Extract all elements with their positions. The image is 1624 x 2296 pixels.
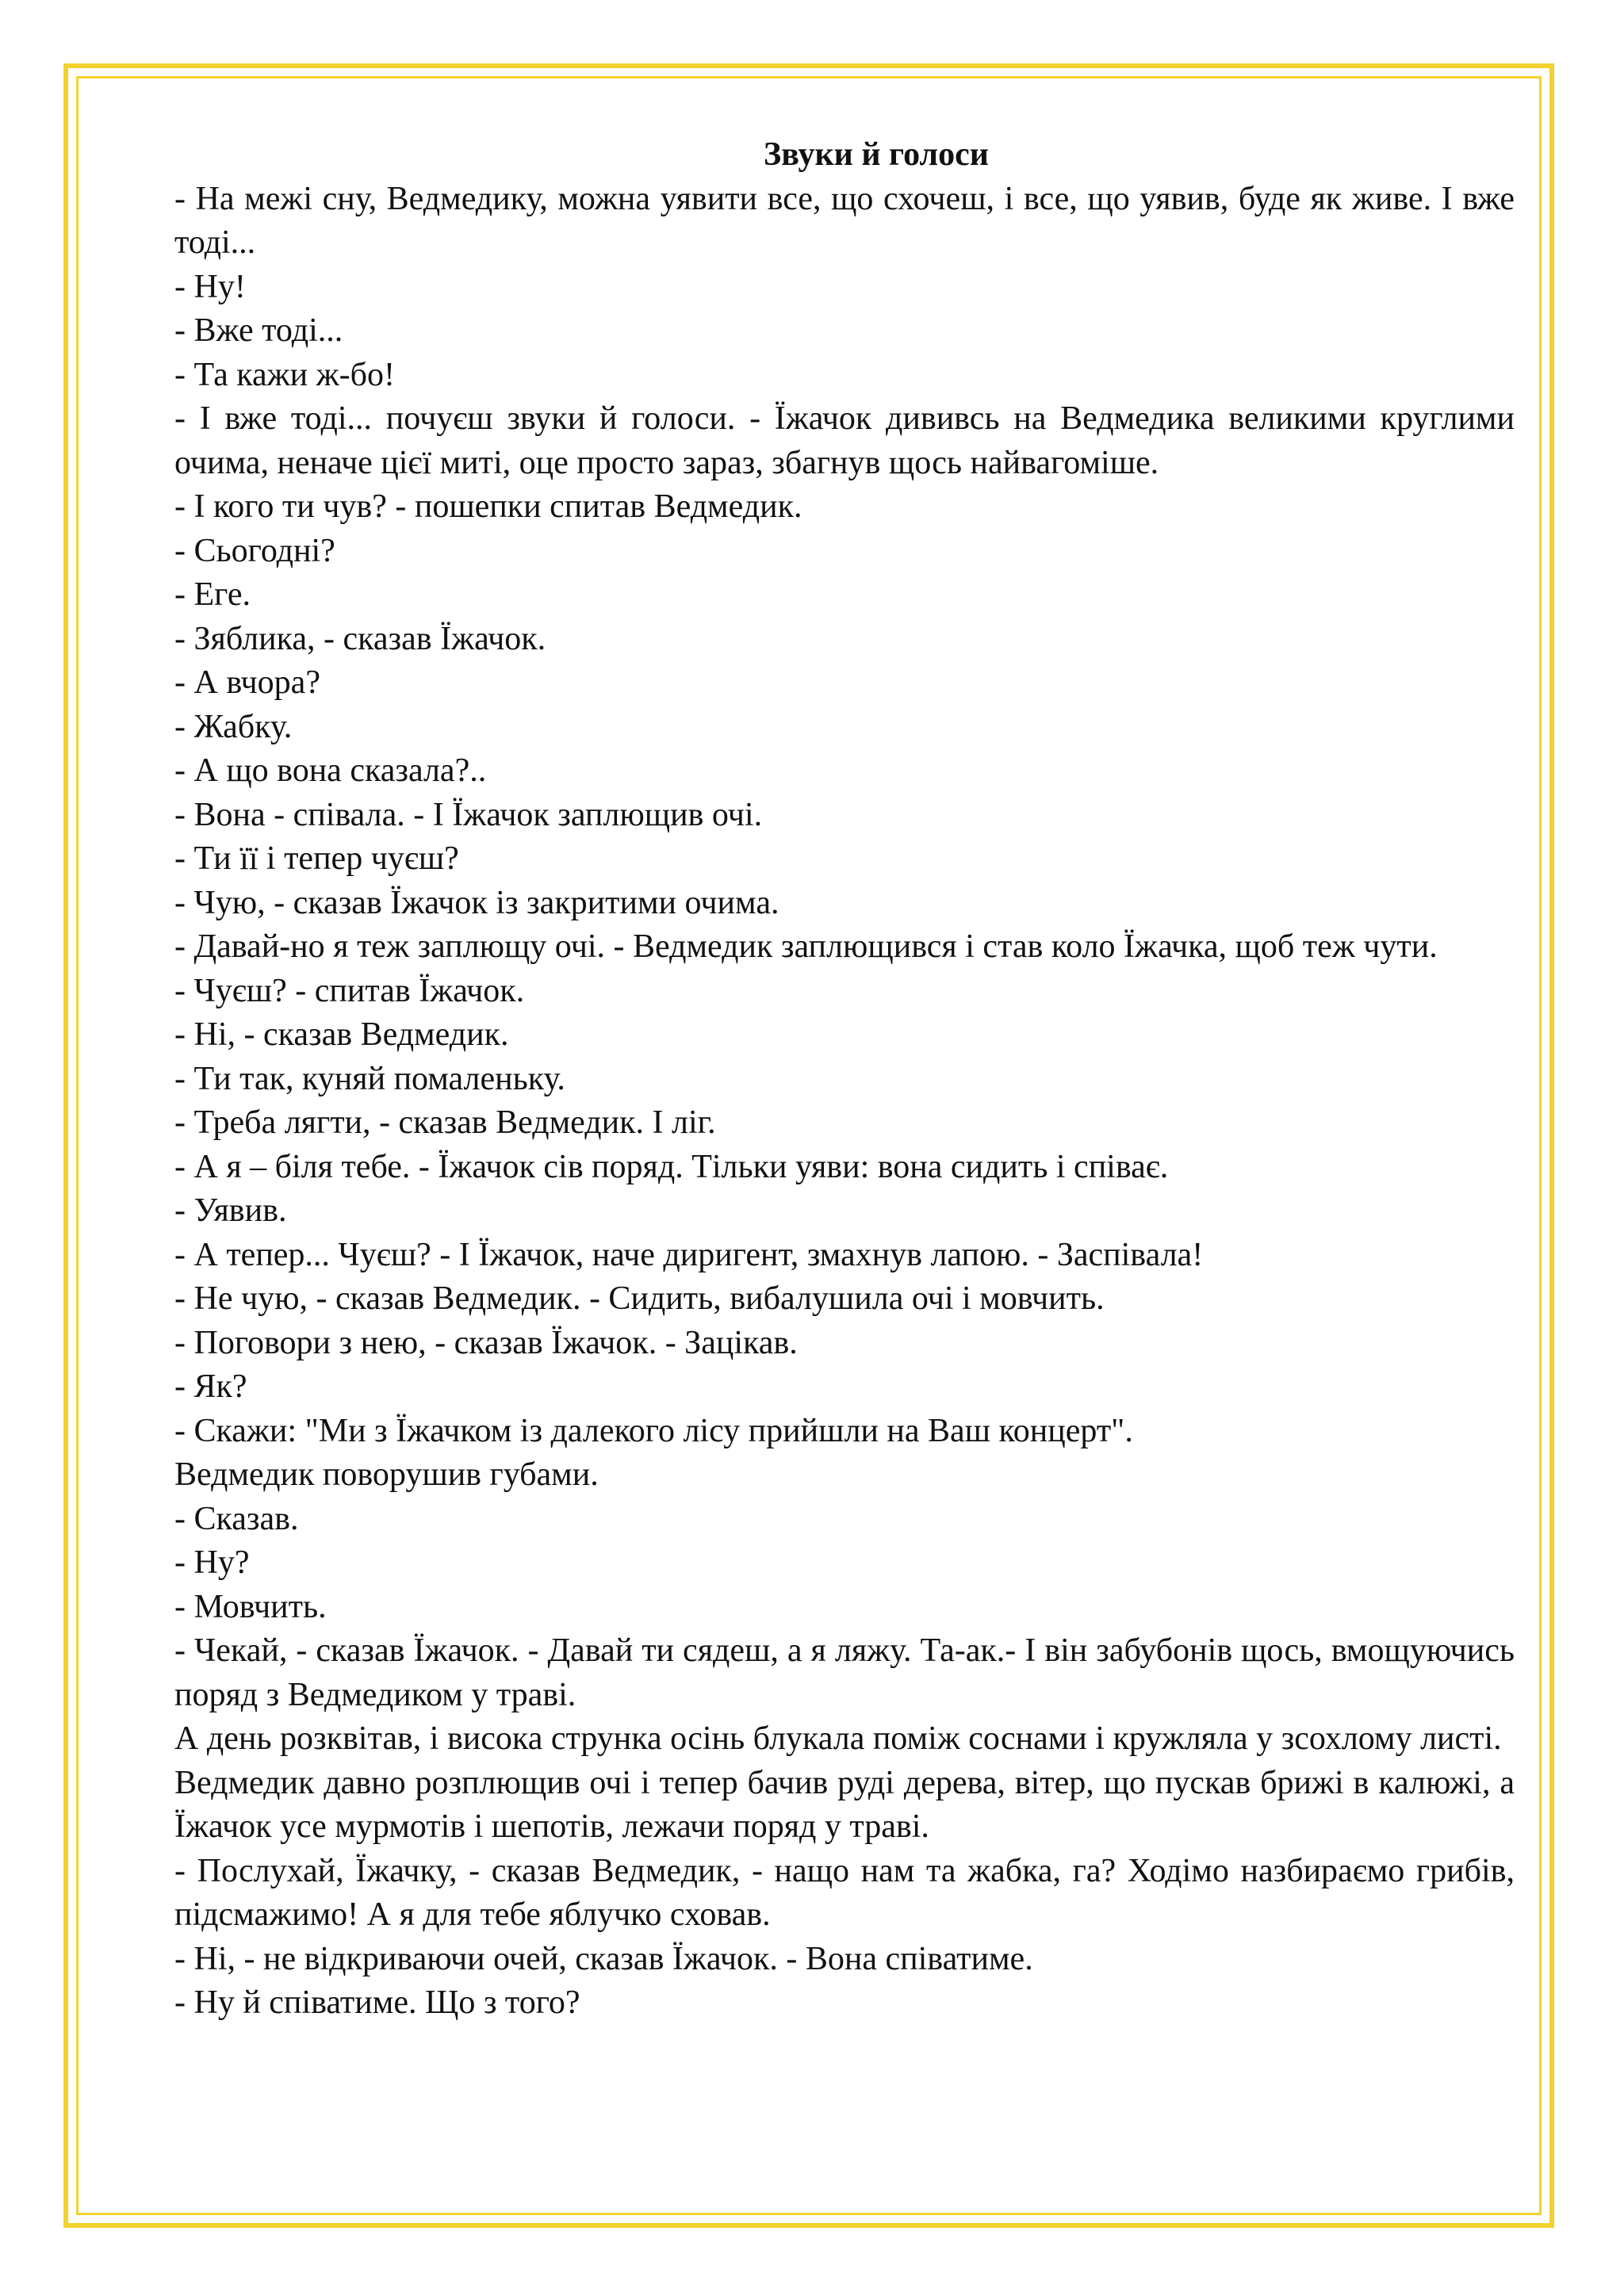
text-paragraph: - А що вона сказала?.. [174,752,487,789]
text-paragraph: - Чекай, - сказав Їжачок. - Давай ти сядеш, а я ляжу. Та-ак.- І він забубонів щось, вмощуючись поряд з Ведмедиком у траві. [174,1632,1515,1713]
text-paragraph: - Чуєш? - спитав Їжачок. [174,972,525,1009]
text-paragraph: - А тепер... Чуєш? - І Їжачок, наче диригент, змахнув лапою. - Заспівала! [174,1236,1204,1273]
text-paragraph: - Сказав. [174,1500,299,1537]
text-paragraph: - Жабку. [174,708,293,745]
text-paragraph: - А я – біля тебе. - Їжачок сів поряд. Тільки уяви: вона сидить і співає. [174,1148,1169,1185]
text-paragraph: - Вже тоді... [174,312,343,349]
text-paragraph: - Не чую, - сказав Ведмедик. - Сидить, вибалушила очі і мовчить. [174,1280,1105,1317]
text-paragraph: Ведмедик давно розплющив очі і тепер бачив руді дерева, вітер, що пускав брижі в калюжі, а Їжачок усе мурмотів і шепотів, лежачи поряд у траві. [174,1764,1515,1845]
text-paragraph: - Ні, - сказав Ведмедик. [174,1016,509,1053]
text-paragraph: - Та кажи ж-бо! [174,356,396,393]
text-paragraph: - Еге. [174,576,251,613]
document-title: Звуки й голоси [764,136,989,173]
text-paragraph: - Чую, - сказав Їжачок із закритими очима. [174,884,779,921]
text-paragraph: - Поговори з нею, - сказав Їжачок. - Зацікав. [174,1324,798,1361]
paragraph-list [174,178,1515,2026]
document-body [174,133,1515,2026]
text-paragraph: - Зяблика, - сказав Їжачок. [174,620,546,657]
text-paragraph: - Послухай, Їжачку, - сказав Ведмедик, - нащо нам та жабка, га? Ходімо назбираємо грибів, підсмажимо! А я для тебе яблучко сховав. [174,1852,1515,1933]
text-paragraph: - Ну! [174,268,246,305]
text-paragraph: - Ні, - не відкриваючи очей, сказав Їжачок. - Вона співатиме. [174,1940,1033,1977]
text-paragraph: - Мовчить. [174,1588,327,1625]
text-paragraph: - А вчора? [174,664,320,701]
text-paragraph: - Скажи: "Ми з Їжачком із далекого лісу прийшли на Ваш концерт". [174,1412,1133,1449]
text-paragraph: - Ну? [174,1544,250,1581]
text-paragraph: - Ну й співатиме. Що з того? [174,1984,580,2021]
text-paragraph: - Давай-но я теж заплющу очі. - Ведмедик заплющився і став коло Їжачка, щоб теж чути. [174,928,1438,965]
text-paragraph: Ведмедик поворушив губами. [174,1456,599,1493]
text-paragraph: - Вона - співала. - І Їжачок заплющив очі. [174,796,763,833]
text-paragraph: А день розквітав, і висока струнка осінь блукала поміж соснами і кружляла у зсохлому листі. [174,1720,1502,1757]
text-paragraph: - Ти її і тепер чуєш? [174,840,459,877]
text-paragraph: - На межі сну, Ведмедику, можна уявити все, що схочеш, і все, що уявив, буде як живе. І вже тоді... [174,180,1515,261]
text-paragraph: - І кого ти чув? - пошепки спитав Ведмедик. [174,488,802,525]
text-paragraph: - Сьогодні? [174,532,335,569]
text-paragraph: - Ти так, куняй помаленьку. [174,1060,565,1097]
text-paragraph: - Уявив. [174,1192,287,1229]
text-paragraph: - І вже тоді... почуєш звуки й голоси. - Їжачок дививсь на Ведмедика великими круглими очима, неначе цієї миті, оце просто зараз, збагнув щось найвагоміше. [174,400,1515,481]
text-paragraph: - Треба лягти, - сказав Ведмедик. І ліг. [174,1104,716,1141]
text-paragraph: - Як? [174,1368,247,1405]
